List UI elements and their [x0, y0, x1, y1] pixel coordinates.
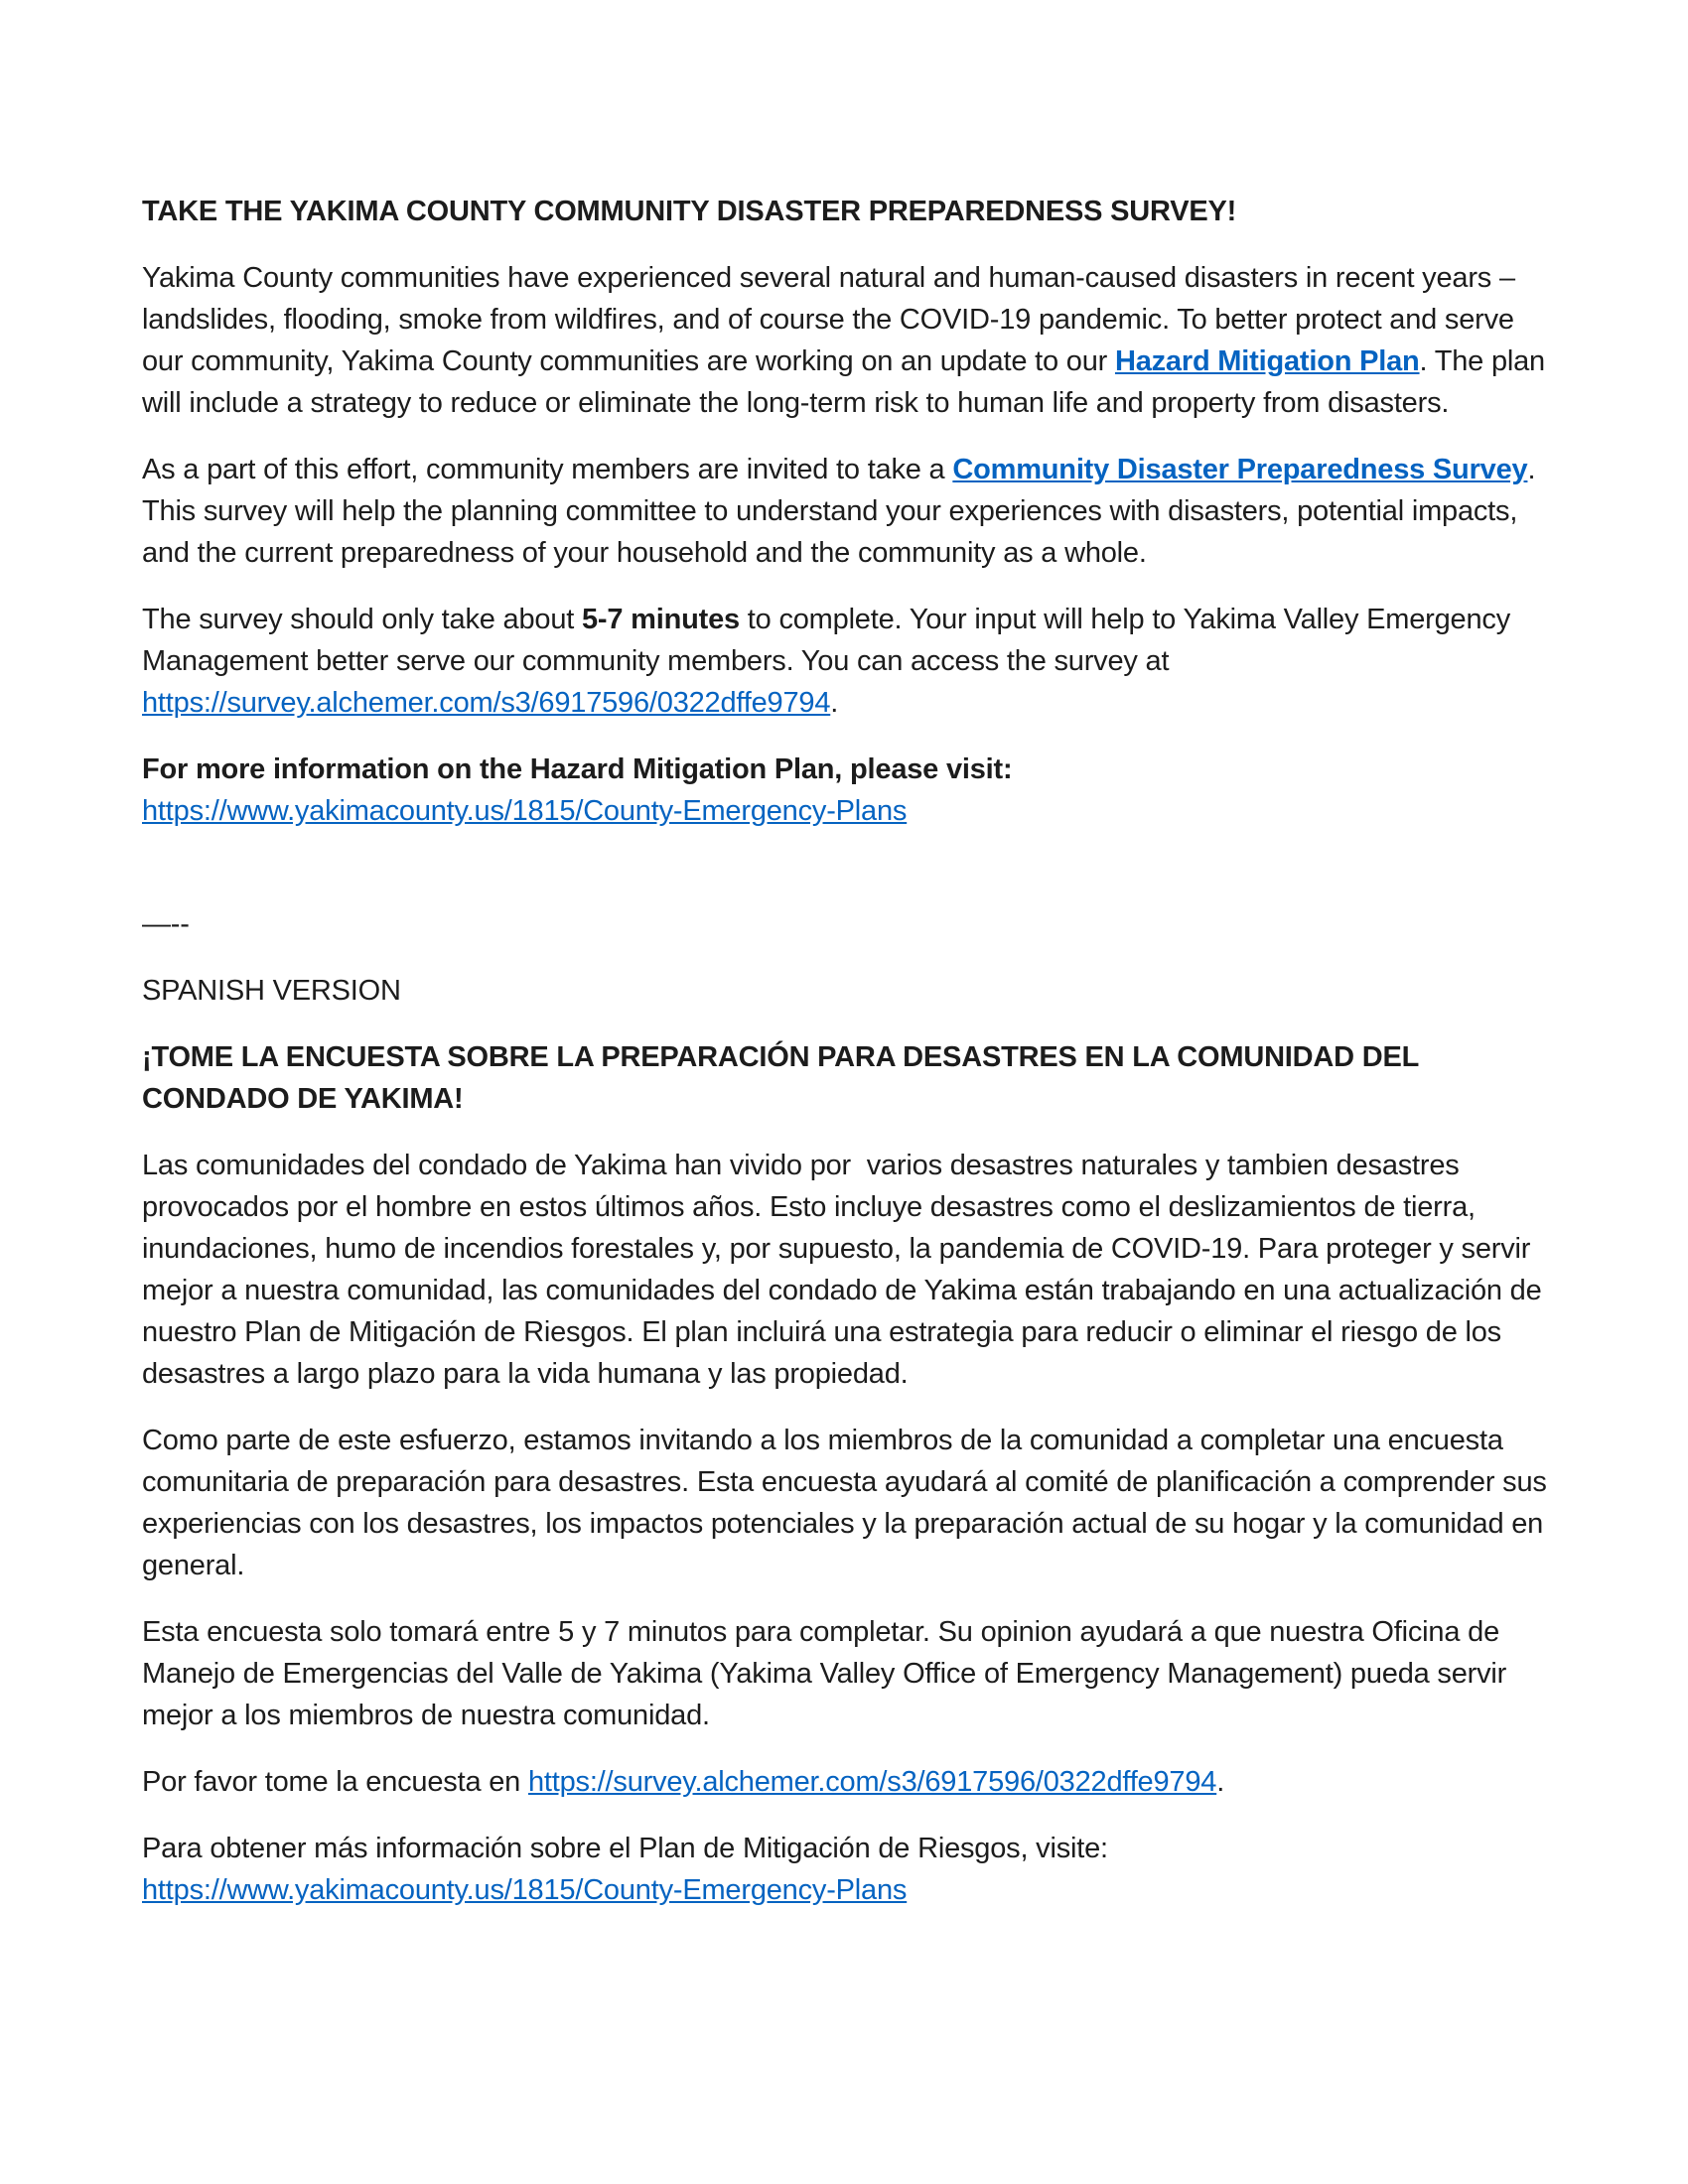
- text-run: Como parte de este esfuerzo, estamos invitando a los miembros de la comunidad a completar una encuesta comunitaria de preparación para desastres. Esta encuesta ayudará al comité de planificación a comprender sus experiencias con los desastres, los impactos potenciales y la preparación actual de su hogar y la comunidad en general.: [142, 1425, 1555, 1581]
- document-body: [142, 191, 1555, 1911]
- spanish-paragraph-more-info: [142, 1828, 1552, 1911]
- hyperlink[interactable]: Hazard Mitigation Plan: [1114, 345, 1420, 377]
- english-paragraph-duration: [142, 599, 1552, 724]
- english-paragraph-survey-invite: [142, 449, 1552, 574]
- hyperlink[interactable]: https://survey.alchemer.com/s3/6917596/0322dffe9794: [142, 687, 831, 719]
- section-divider: [142, 903, 1552, 945]
- text-run: ¡TOME LA ENCUESTA SOBRE LA PREPARACIÓN PARA DESASTRES EN LA COMUNIDAD DEL CONDADO DE YAKIMA!: [142, 1041, 1427, 1115]
- english-paragraph-more-info: [142, 749, 1552, 832]
- text-run: 5-7 minutes: [581, 604, 740, 635]
- spanish-paragraph-take-survey: [142, 1761, 1552, 1803]
- text-run: Yakima County communities have experienced several natural and human-caused disasters in recent years – landslides, flooding, smoke from wildfires, and of course the COVID-19 pandemic. To better protect and serve our community, Yakima County communities are working on an update to our: [142, 262, 1523, 377]
- text-run: Por favor tome la encuesta en: [142, 1766, 528, 1798]
- spanish-paragraph-duration: [142, 1611, 1552, 1736]
- text-run: Las comunidades del condado de Yakima han vivido por varios desastres naturales y tambien desastres provocados por el hombre en estos últimos años. Esto incluye desastres como el deslizamientos de tierra, inundaciones, humo de incendios forestales y, por supuesto, la pandemia de COVID-19. Para proteger y servir mejor a nuestra comunidad, las comunidades del condado de Yakima están trabajando en una actualización de nuestro Plan de Mitigación de Riesgos. El plan incluirá una estrategia para reducir o eliminar el riesgo de los desastres a largo plazo para la vida humana y las propiedad.: [142, 1150, 1550, 1390]
- english-title: [142, 191, 1552, 232]
- text-run: .: [830, 687, 839, 719]
- hyperlink[interactable]: Community Disaster Preparedness Survey: [952, 454, 1528, 485]
- text-run: —--: [142, 908, 190, 940]
- text-run: to complete. Your input will help to Yakima Valley Emergency Management better serve our community members. You can access the survey at: [142, 604, 1518, 677]
- spanish-paragraph-intro: [142, 1145, 1552, 1395]
- spanish-paragraph-survey-invite: [142, 1420, 1555, 1586]
- text-run: Para obtener más información sobre el Plan de Mitigación de Riesgos, visite:: [142, 1833, 1108, 1864]
- hyperlink[interactable]: https://www.yakimacounty.us/1815/County-Emergency-Plans: [142, 795, 908, 827]
- text-run: For more information on the Hazard Mitigation Plan, please visit:: [142, 753, 1013, 785]
- text-run: SPANISH VERSION: [142, 975, 401, 1007]
- text-run: .: [1216, 1766, 1225, 1798]
- hyperlink[interactable]: https://survey.alchemer.com/s3/6917596/0322dffe9794: [527, 1766, 1217, 1798]
- text-run: . The plan will include a strategy to reduce or eliminate the long-term risk to human life and property from disasters.: [142, 345, 1553, 419]
- spanish-title: [142, 1036, 1552, 1120]
- hyperlink[interactable]: https://www.yakimacounty.us/1815/County-Emergency-Plans: [142, 1874, 908, 1906]
- text-run: TAKE THE YAKIMA COUNTY COMMUNITY DISASTER PREPAREDNESS SURVEY!: [142, 196, 1237, 227]
- text-run: Esta encuesta solo tomará entre 5 y 7 minutos para completar. Su opinion ayudará a que nuestra Oficina de Manejo de Emergencias del Valle de Yakima (Yakima Valley Office of Emergency Management) pueda servir mejor a los miembros de nuestra comunidad.: [142, 1616, 1514, 1731]
- spanish-version-label: [142, 970, 1552, 1012]
- text-run: . This survey will help the planning committee to understand your experiences with disasters, potential impacts, and the current preparedness of your household and the community as a whole.: [142, 454, 1543, 569]
- text-run: The survey should only take about: [142, 604, 582, 635]
- text-run: As a part of this effort, community members are invited to take a: [142, 454, 953, 485]
- english-paragraph-intro: [142, 257, 1552, 424]
